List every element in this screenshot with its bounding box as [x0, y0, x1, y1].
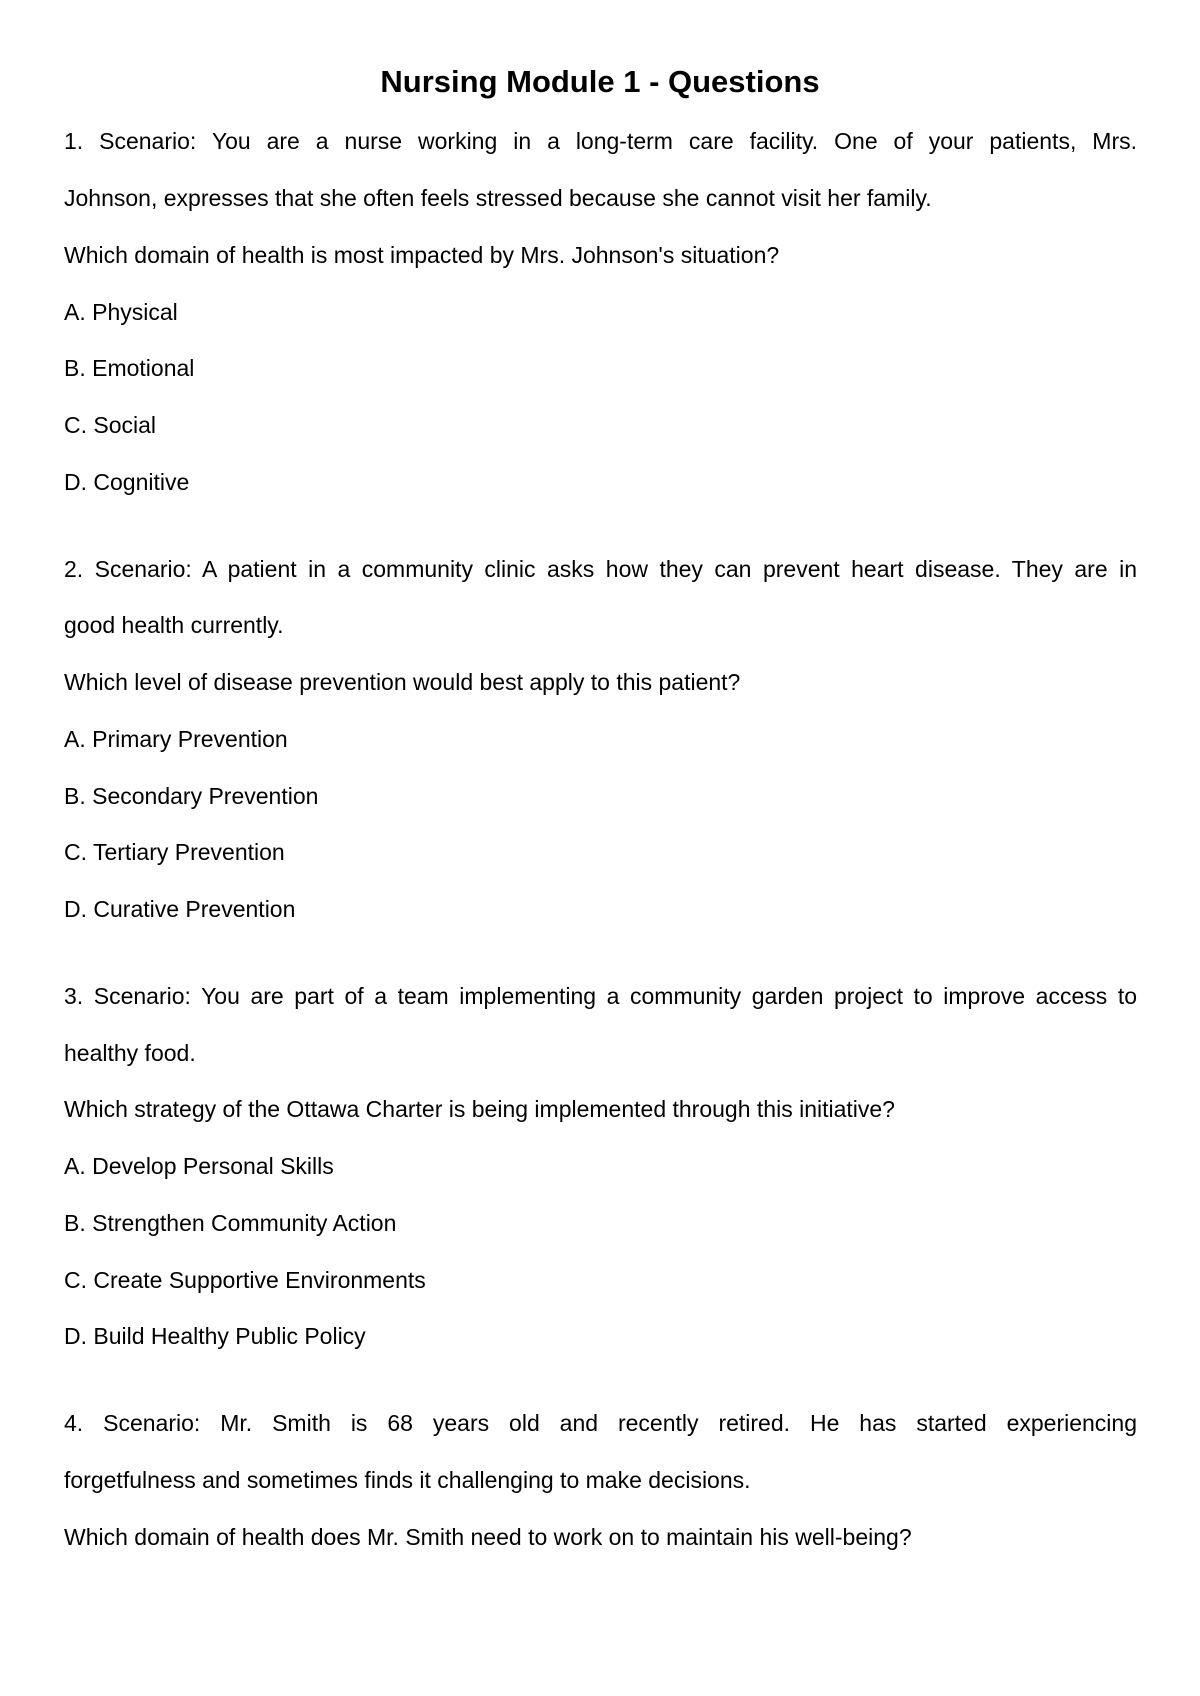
- question-3-prompt: Which strategy of the Ottawa Charter is being implemented through this initiative?: [64, 1096, 895, 1122]
- question-1-option-c: C. Social: [64, 412, 157, 438]
- question-2-scenario-line-1: 2. Scenario: A patient in a community clinic asks how they can prevent heart disease. They are in: [64, 556, 1137, 582]
- question-3-option-c: C. Create Supportive Environments: [64, 1267, 426, 1293]
- question-3-scenario-line-1: 3. Scenario: You are part of a team implementing a community garden project to improve access to: [64, 983, 1137, 1009]
- question-4-prompt: Which domain of health does Mr. Smith need to work on to maintain his well-being?: [64, 1524, 912, 1550]
- question-2-prompt: Which level of disease prevention would best apply to this patient?: [64, 669, 741, 695]
- question-3-option-b: B. Strengthen Community Action: [64, 1210, 397, 1236]
- question-4-scenario-line-2: forgetfulness and sometimes finds it challenging to make decisions.: [64, 1467, 751, 1493]
- question-2-option-d: D. Curative Prevention: [64, 896, 296, 922]
- question-1-prompt: Which domain of health is most impacted by Mrs. Johnson's situation?: [64, 242, 780, 268]
- question-1-option-a: A. Physical: [64, 299, 178, 325]
- question-2-option-a: A. Primary Prevention: [64, 726, 288, 752]
- question-1-scenario-line-1: 1. Scenario: You are a nurse working in a long-term care facility. One of your patients, Mrs.: [64, 128, 1137, 154]
- question-4-scenario-line-1: 4. Scenario: Mr. Smith is 68 years old and recently retired. He has started experiencing: [64, 1410, 1137, 1436]
- question-2-option-b: B. Secondary Prevention: [64, 783, 319, 809]
- question-3-option-d: D. Build Healthy Public Policy: [64, 1323, 366, 1349]
- question-2-option-c: C. Tertiary Prevention: [64, 839, 285, 865]
- page-title: Nursing Module 1 - Questions: [380, 64, 820, 99]
- question-2-scenario-line-2: good health currently.: [64, 612, 284, 638]
- question-1-option-d: D. Cognitive: [64, 469, 190, 495]
- question-1-scenario-line-2: Johnson, expresses that she often feels stressed because she cannot visit her family.: [64, 185, 932, 211]
- question-3-option-a: A. Develop Personal Skills: [64, 1153, 334, 1179]
- question-1-option-b: B. Emotional: [64, 355, 195, 381]
- question-3-scenario-line-2: healthy food.: [64, 1040, 196, 1066]
